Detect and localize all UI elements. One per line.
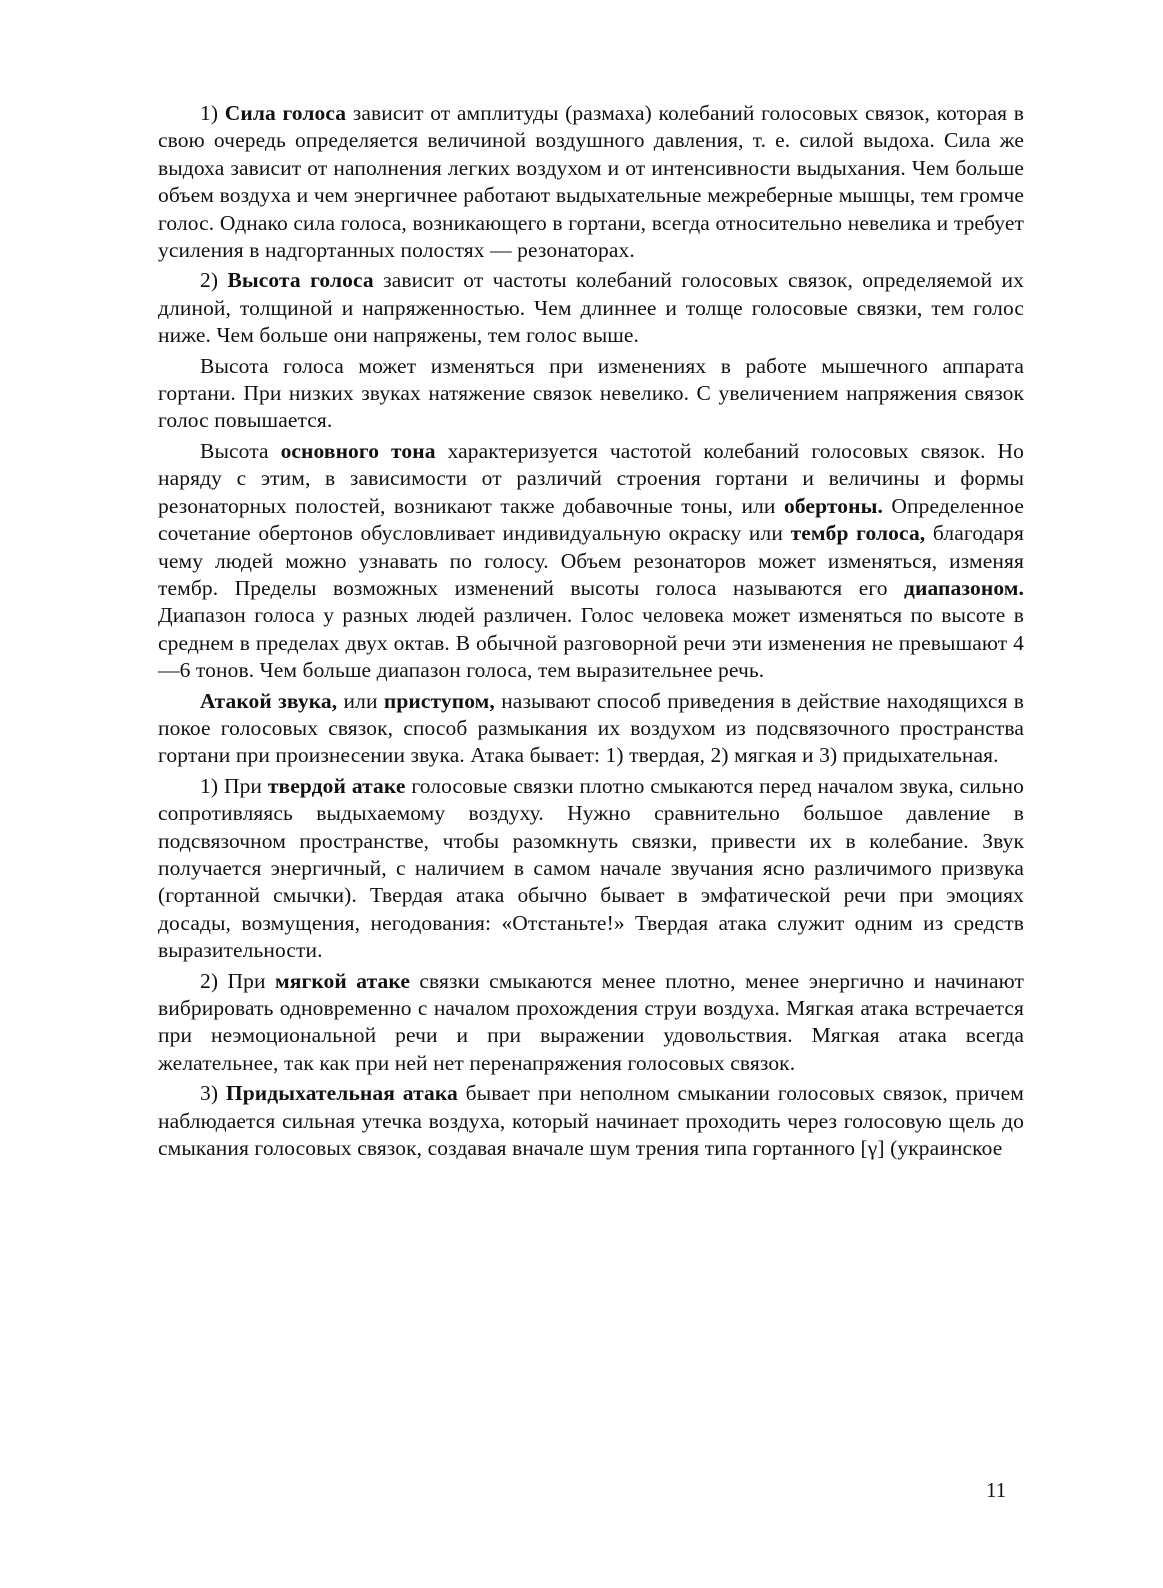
text-segment: 2) bbox=[200, 268, 228, 293]
text-segment: 2) При bbox=[200, 968, 276, 993]
text-segment: Определенное сочетание обертонов обусловливает индивидуальную окраску или bbox=[158, 493, 1024, 546]
paragraph-soft-attack bbox=[158, 968, 1024, 1078]
paragraph-voice-strength bbox=[158, 100, 1024, 264]
term-overtones: обертоны. bbox=[784, 493, 883, 518]
term-voice-pitch: Высота голоса bbox=[227, 268, 374, 293]
text-segment: Высота bbox=[200, 438, 281, 463]
term-fundamental-tone: основного тона bbox=[280, 438, 436, 463]
text-segment: голосовые связки плотно смыкаются перед началом звука, сильно сопротивляясь выдыхаемому воздуху. Нужно сравнительно большое давление в подсвязочном пространстве, чтобы разомкнуть связки, привести их в колебание. Звук получается энергичный, с наличием в самом начале звучания ясно различимого призвука (гортанной смычки). Твердая атака обычно бывает в эмфатической речи при эмоциях досады, возмущения, негодования: «Отстаньте!» Твердая атака служит одним из средств выразительности. bbox=[158, 773, 1024, 963]
text-segment: называют способ приведения в действие находящихся в покое голосовых связок, способ размыкания их воздухом из подсвязочного пространства гортани при произнесении звука. Атака бывает: 1) твердая, 2) мягкая и 3) придыхательная. bbox=[158, 688, 1024, 768]
text-segment: бывает при неполном смыкании голосовых связок, причем наблюдается сильная утечка воздуха, который начинает проходить через голосовую щель до смыкания голосовых связок, создавая вначале шум трения типа гортанного [γ] (украинское bbox=[158, 1081, 1024, 1161]
term-timbre: тембр голоса, bbox=[790, 521, 926, 546]
text-segment: связки смыкаются менее плотно, менее энергично и начинают вибрировать одновременно с началом прохождения струи воздуха. Мягкая атака встречается при неэмоциональной речи и при выражении удовольствия. Мягкая атака всегда желательнее, так как при ней нет перенапряжения голосовых связок. bbox=[158, 968, 1024, 1075]
term-aspirated-attack: Придыхательная атака bbox=[225, 1081, 458, 1106]
paragraph-aspirated-attack bbox=[158, 1080, 1024, 1162]
text-segment: Диапазон голоса у разных людей различен. Голос человека может изменяться по высоте в среднем в пределах двух октав. В обычной разговорной речи эти изменения не превышают 4—6 тонов. Чем больше диапазон голоса, тем выразительнее речь. bbox=[158, 603, 1024, 683]
term-onset: приступом, bbox=[383, 688, 495, 713]
paragraph-voice-pitch bbox=[158, 267, 1024, 349]
text-segment: 3) bbox=[200, 1081, 226, 1106]
term-range: диапазоном. bbox=[904, 575, 1024, 600]
text-segment: благодаря чему людей можно узнавать по голосу. Объем резонаторов может изменяться, изменяя тембр. Пределы возможных изменений высоты голоса называются его bbox=[158, 521, 1024, 600]
text-segment: зависит от амплитуды (размаха) колебаний голосовых связок, которая в свою очередь определяется величиной воздушного давления, т. е. силой выдоха. Сила же выдоха зависит от наполнения легких воздухом и от интенсивности выдыхания. Чем больше объем воздуха и чем энергичнее работают выдыхательные межреберные мышцы, тем громче голос. Однако сила голоса, возникающего в гортани, всегда относительно невелика и требует усиления в надгортанных полостях — резонаторах. bbox=[158, 101, 1024, 263]
text-segment: зависит от частоты колебаний голосовых связок, определяемой их длиной, толщиной и напряженностью. Чем длиннее и толще голосовые связки, тем голос ниже. Чем больше они напряжены, тем голос выше. bbox=[158, 268, 1025, 348]
text-segment: Высота голоса может изменяться при изменениях в работе мышечного аппарата гортани. При низких звуках натяжение связок невелико. С увеличением напряжения связок голос повышается. bbox=[158, 353, 1024, 433]
page-number: 11 bbox=[986, 1478, 1007, 1502]
term-sound-attack: Атакой звука, bbox=[200, 688, 338, 713]
paragraph-pitch-change bbox=[158, 353, 1024, 435]
text-segment: характеризуется частотой колебаний голосовых связок. Но наряду с этим, в зависимости от различий строения гортани и величины и формы резонаторных полостей, возникают также добавочные тоны, или bbox=[158, 438, 1024, 518]
document-body bbox=[158, 100, 1024, 1165]
text-segment: 1) При bbox=[200, 773, 268, 798]
term-voice-strength: Сила голоса bbox=[224, 101, 347, 125]
term-hard-attack: твердой атаке bbox=[267, 773, 406, 798]
paragraph-hard-attack bbox=[158, 773, 1024, 965]
paragraph-sound-attack bbox=[158, 688, 1024, 770]
text-segment: или bbox=[337, 688, 384, 713]
paragraph-fundamental-tone bbox=[158, 438, 1024, 685]
term-soft-attack: мягкой атаке bbox=[275, 968, 410, 993]
text-segment: 1) bbox=[200, 101, 225, 125]
